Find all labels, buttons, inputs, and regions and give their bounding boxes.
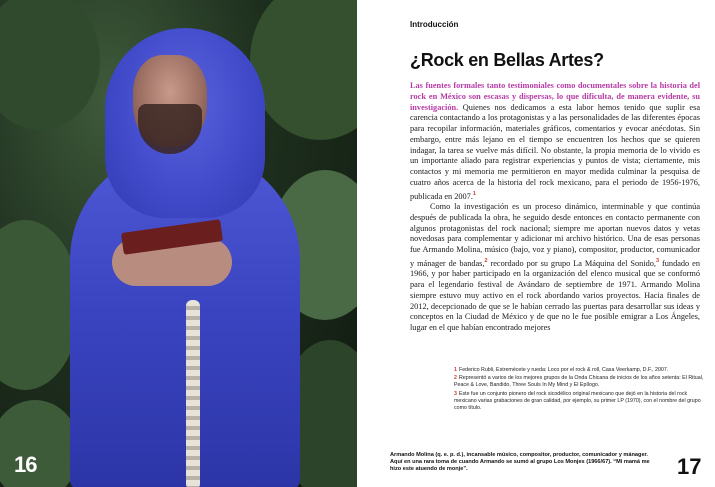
foliage-shape: [0, 400, 80, 487]
section-label: Introducción: [410, 20, 459, 29]
paragraph-1: [410, 81, 700, 202]
page-number-right: 17: [677, 454, 702, 479]
monk-photo: [0, 0, 357, 487]
paragraph-2b-text: recordado por su grupo La Máquina del Sonido,: [487, 258, 657, 268]
body-text: [410, 81, 700, 334]
footnote-text: Este fue un conjunto pionero del rock sicodélico original mexicano que dejó en la historia del rock mexicano varias grabaciones de gran calidad, por ejemplo, su primer LP (1970), con el nombre del grupo como título.: [454, 390, 701, 412]
footnote-text: Representó a varios de los mejores grupos de la Onda Chicana de inicios de los años setenta: El Ritual, Peace & Love, Bandido, Three Souls In My Mind y El Epílogo.: [454, 375, 704, 389]
page-number-left: 16: [14, 452, 37, 477]
footnote: [454, 367, 704, 374]
footnote-number: 3: [454, 390, 457, 397]
foliage-shape: [250, 0, 357, 140]
footnote-number: 2: [454, 375, 457, 382]
paragraph-2c-text: fundado en 1966, y por haber participado en la organización del elenco musical que se conformó para el legendario festival de Avándaro de septiembre de 1971. Armando Molina siempre estuvo muy activo en el rock abordando varios proyectos. Hacia finales de 2012, decepcionado de que se le habían cerrado las puertas para desarrollar sus ideas y conceptos en la Ciudad de México y de que no le fue posible emigrar a Los Ángeles, lugar en el que habían encontrado mejores: [410, 258, 700, 333]
foliage-shape: [0, 220, 80, 390]
footnote-number: 1: [454, 367, 457, 373]
page-title: ¿Rock en Bellas Artes?: [410, 50, 604, 70]
footnote-ref: 3: [656, 257, 660, 264]
footnote: [454, 391, 704, 413]
footnote: [454, 375, 704, 389]
footnotes: [454, 367, 704, 413]
foliage-shape: [0, 0, 100, 130]
footnote-ref: 2: [484, 257, 488, 264]
photo-caption: Armando Molina (q. e. p. d.), incansable músico, compositor, productor, comunicador y mánager. Aquí en una rara toma de cuando Armando se sumó al grupo Los Monjes (1966/67). “Mi mamá me hizo este atuendo de monje”.: [390, 452, 650, 473]
footnote-text: Federico Rubli, Estremécete y rueda: Loco por el rock & roll, Casa Veerkamp, D.F., 2007.: [458, 367, 669, 373]
footnote-ref: 1: [472, 190, 476, 197]
paragraph-2: [410, 202, 700, 334]
paragraph-2a-text: Como la investigación es un proceso dinámico, interminable y que continúa después de publicada la obra, he seguido desde entonces en contacto permanente con algunos protagonistas del rock nacional; siempre me aportan nuevos datos y vetas novedosas para complementar y adicionar mi archivo histórico. Una de esas personas fue Armando Molina, músico (bajo, voz y piano), compositor, productor, comunicador y mánager de bandas,: [410, 202, 700, 268]
lead-text: Las fuentes formales tanto testimoniales como documentales sobre la historia del rock en México son escasas y dispersas, lo que dificulta, de manera evidente, su investigación.: [410, 81, 700, 112]
paragraph-1-text: Quienes nos dedicamos a esta labor hemos tenido que suplir esa carencia contactando a los protagonistas y a las personalidades de las diferentes épocas para recopilar información, materiales gráficos, comentarios y evocar anécdotas. Sin embargo, entre más lejano en el tiempo se encuentren los hechos que se quieren indagar, la tarea se vuelve más difícil. No obstante, la propia memoria de lo vivido es un importante aliado para registrar experiencias y puntos de vista; ciertamente, mis contactos y mi memoria me permitieron en mayor medida culminar la pesquisa de cuatro años acerca de la historia del rock mexicano, para el periodo de 1956-1976, publicada en 2007.: [410, 102, 700, 201]
cord-shape: [186, 300, 200, 487]
